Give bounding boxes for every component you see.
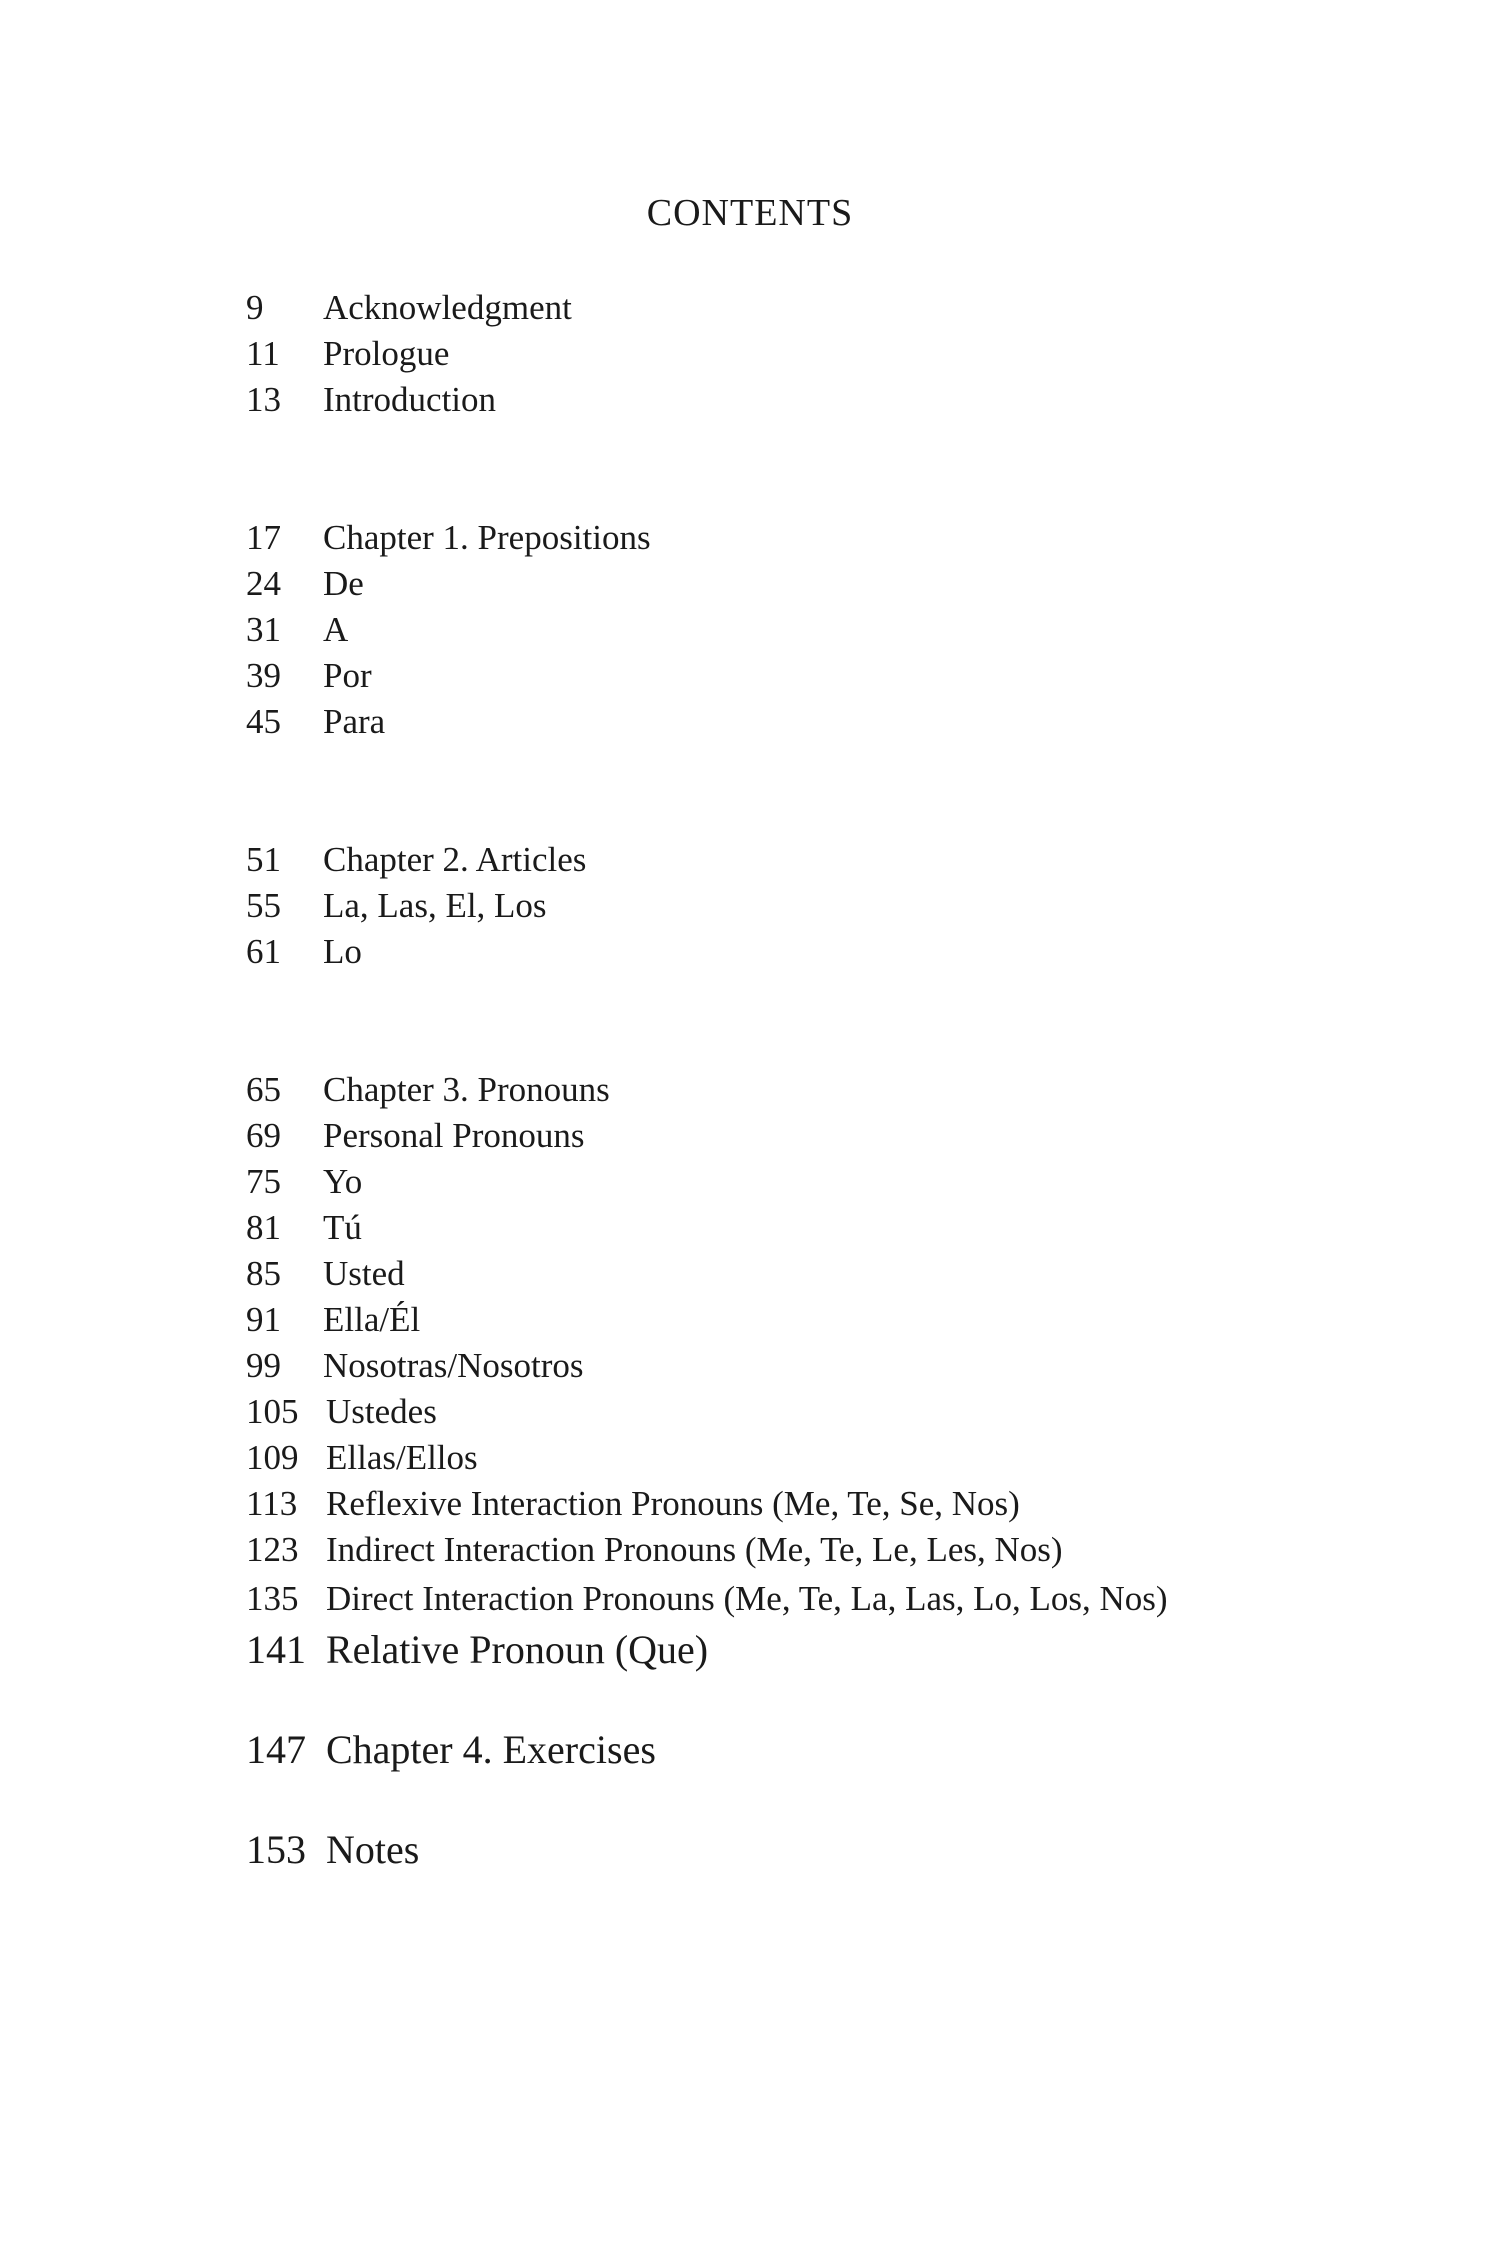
toc-entry-label: Ellas/Ellos	[326, 1438, 478, 1477]
toc-page-number: 113	[246, 1484, 298, 1523]
toc-entry-usted[interactable]	[246, 1251, 405, 1297]
toc-page-number: 109	[246, 1438, 299, 1477]
toc-entry-personal-pronouns[interactable]	[246, 1113, 585, 1159]
toc-entry-label: A	[323, 610, 349, 649]
toc-entry-indirect-pronouns[interactable]	[246, 1527, 1063, 1573]
toc-entry-label: Prologue	[323, 334, 450, 373]
toc-entry-label: Chapter 4. Exercises	[326, 1727, 656, 1772]
toc-page-number: 99	[246, 1346, 281, 1385]
toc-entry-introduction[interactable]	[246, 377, 496, 423]
toc-page-number: 24	[246, 564, 281, 603]
toc-page-number: 61	[246, 932, 281, 971]
toc-page-number: 55	[246, 886, 281, 925]
toc-entry-ustedes[interactable]	[246, 1389, 437, 1435]
toc-entry-notes[interactable]	[246, 1824, 419, 1876]
toc-entry-label: Ustedes	[326, 1392, 437, 1431]
toc-page-number: 123	[246, 1530, 299, 1569]
toc-entry-label: De	[323, 564, 364, 603]
toc-page-number: 147	[246, 1727, 306, 1772]
toc-page-number: 135	[246, 1579, 299, 1618]
toc-entry-prologue[interactable]	[246, 331, 449, 377]
toc-entry-ella-el[interactable]	[246, 1297, 420, 1343]
toc-page-number: 9	[246, 288, 264, 327]
toc-entry-label: Ella/Él	[323, 1300, 421, 1339]
toc-page-number: 51	[246, 840, 281, 879]
toc-entry-nosotras-nosotros[interactable]	[246, 1343, 584, 1389]
toc-entry-chapter-3[interactable]	[246, 1067, 610, 1113]
toc-page-number: 105	[246, 1392, 299, 1431]
toc-entry-label: Introduction	[323, 380, 497, 419]
toc-entry-ellas-ellos[interactable]	[246, 1435, 478, 1481]
toc-entry-label: Por	[323, 656, 372, 695]
toc-page-number: 39	[246, 656, 281, 695]
toc-entry-label: La, Las, El, Los	[323, 886, 547, 925]
toc-entry-la-las-el-los[interactable]	[246, 883, 547, 929]
toc-page-number: 17	[246, 518, 281, 557]
toc-page-number: 153	[246, 1827, 306, 1872]
toc-entry-yo[interactable]	[246, 1159, 362, 1205]
toc-entry-relative-pronoun[interactable]	[246, 1624, 708, 1676]
toc-entry-lo[interactable]	[246, 929, 362, 975]
toc-entry-label: Personal Pronouns	[323, 1116, 585, 1155]
toc-entry-label: Relative Pronoun (Que)	[326, 1627, 709, 1672]
toc-page-number: 45	[246, 702, 281, 741]
toc-entry-label: Indirect Interaction Pronouns (Me, Te, Le, Les, Nos)	[326, 1530, 1063, 1569]
toc-entry-label: Chapter 2. Articles	[323, 840, 587, 879]
toc-entry-label: Yo	[323, 1162, 363, 1201]
toc-page-number: 31	[246, 610, 281, 649]
toc-entry-tu[interactable]	[246, 1205, 362, 1251]
toc-page-number: 13	[246, 380, 281, 419]
toc-entry-para[interactable]	[246, 699, 385, 745]
toc-page-number: 11	[246, 334, 280, 373]
toc-entry-label: Reflexive Interaction Pronouns (Me, Te, Se, Nos)	[326, 1484, 1020, 1523]
toc-entry-label: Notes	[326, 1827, 420, 1872]
contents-title: CONTENTS	[646, 192, 854, 234]
toc-entry-label: Para	[323, 702, 386, 741]
toc-page-number: 91	[246, 1300, 281, 1339]
toc-page-number: 141	[246, 1627, 306, 1672]
toc-page-number: 69	[246, 1116, 281, 1155]
toc-page-number: 81	[246, 1208, 281, 1247]
toc-entry-chapter-2[interactable]	[246, 837, 586, 883]
toc-entry-label: Chapter 3. Pronouns	[323, 1070, 610, 1109]
toc-entry-reflexive-pronouns[interactable]	[246, 1481, 1020, 1527]
toc-entry-chapter-4[interactable]	[246, 1724, 656, 1776]
toc-page-number: 75	[246, 1162, 281, 1201]
toc-entry-label: Usted	[323, 1254, 405, 1293]
toc-entry-a[interactable]	[246, 607, 348, 653]
toc-entry-label: Lo	[323, 932, 362, 971]
toc-entry-acknowledgment[interactable]	[246, 285, 572, 331]
toc-entry-chapter-1[interactable]	[246, 515, 651, 561]
toc-page-number: 65	[246, 1070, 281, 1109]
toc-entry-label: Chapter 1. Prepositions	[323, 518, 651, 557]
toc-entry-label: Tú	[323, 1208, 362, 1247]
toc-entry-label: Nosotras/Nosotros	[323, 1346, 584, 1385]
toc-page-number: 85	[246, 1254, 281, 1293]
toc-entry-label: Acknowledgment	[323, 288, 572, 327]
toc-entry-direct-pronouns[interactable]	[246, 1576, 1168, 1622]
toc-entry-de[interactable]	[246, 561, 364, 607]
toc-entry-label: Direct Interaction Pronouns (Me, Te, La, Las, Lo, Los, Nos)	[326, 1579, 1168, 1618]
toc-entry-por[interactable]	[246, 653, 372, 699]
